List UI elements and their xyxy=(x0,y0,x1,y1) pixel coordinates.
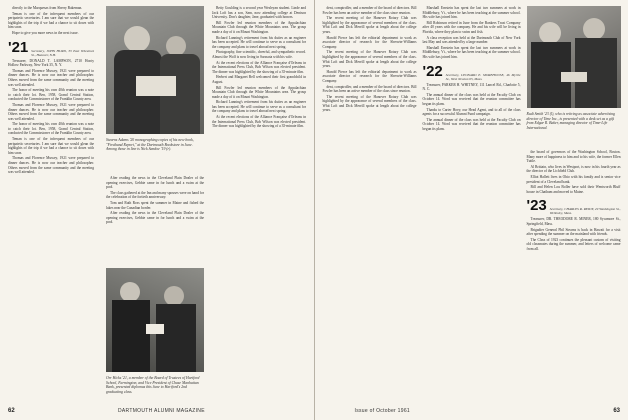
paragraph: Elliot Hallett lives in Ohio with his family and is senior vice president of a Cleveland bank. xyxy=(526,174,621,184)
class-year: '21 xyxy=(8,38,29,56)
paragraph: Treasurer, DONALD T. LAMPSON, 2710 Hooty Hollow Parkway, New York 35, N. Y. xyxy=(8,58,94,68)
paragraph: Thomas and Florence Mussey, 1921 were prepared to dinner dances. He is now our teacher and philosopher. Others moved from the same community and the meeting was well attended. xyxy=(8,156,94,175)
class-year: '22 xyxy=(422,62,443,80)
paragraph: Betty Goulding is a second year Wesleyan student. Linde and Jack Loft has a son, Sam, now attending college at Denison University. Don's daughter, Jane, graduated with honors. xyxy=(212,6,306,20)
paragraph: dent, comptroller, and a member of the board of directors. Bill Fowler has been an active member of the class since reunion. xyxy=(322,84,417,94)
paragraph: Photography, fine scientific, cheerful, and sympathetic record. Almost the Wolf is now living in Sarasota with his wife. xyxy=(212,50,306,59)
paragraph: Harold Pierce has left the editorial department to work as associate director of research for the Sherwin-Williams Company. xyxy=(322,69,417,83)
paragraph: Thomas and Florence Mussey, 1921 were prepared to dinner dances. He is now our teacher and philosopher. Others moved from the same community and the meeting was well attended. xyxy=(8,68,94,87)
paragraph: the board of governors of the Washington School, Boston. Many more of happiness to him and to his wife, the former Ellen Tuttle. xyxy=(526,150,621,164)
photo-caption: Rudi Smith '23 (l), who is retiring as associate advertising director of Time Inc., is presented with a desk set as a gift from Edgar R. Baker, managing director of Time-Life International. xyxy=(526,112,615,130)
page-number: 62 xyxy=(8,408,15,414)
paragraph: The honor of meeting his own 40th reunion was a note to catch their lot. Ben, 1958, Grand Central Station, conducted the Commissioner of the Franklin County area. xyxy=(8,122,94,136)
paragraph: The recent meeting of the Hanover Rotary Club was highlighted by the appearance of several members of the class. Whit Loft and Dick Merrill spoke at length about the college years. xyxy=(322,50,417,69)
right-column-1 xyxy=(323,6,417,114)
paragraph: Teman is one of the infrequent members of our peripatetic secretaries. I am sure that we would glean the highlights of the trip if we had a chance to sit down with him soon. xyxy=(8,137,94,155)
class-secretary: Secretary, LEONARD E. MOREHOUSE, 46 Myrtle St., West Newton 65, Mass. xyxy=(445,72,521,81)
paragraph: Hope to give you more news in the next issue. xyxy=(12,30,79,35)
paragraph: Herbert and Margaret Bell welcomed their first grandchild in August. xyxy=(212,75,306,84)
paragraph: At the recent elections of the Alliance Française d'Orleans in the International Press Club, Bob Wilson was elected president. The dinner was highlighted by the showing of a 35-minute film. xyxy=(212,115,306,129)
magazine-footer: DARTMOUTH ALUMNI MAGAZINE xyxy=(118,408,205,414)
paragraph: Teman is one of the infrequent members of our peripatetic secretaries. I am sure that we would glean the highlights of the trip if we had a chance to sit down with him soon. xyxy=(8,11,94,30)
paragraph: dent, comptroller, and a member of the board of directors. Bill Fowler has been an active member of the class since reunion. xyxy=(322,6,417,15)
paragraph: At the recent elections of the Alliance Française d'Orleans in the International Press Club, Bob Wilson was elected president. The dinner was highlighted by the showing of a 35-minute film. xyxy=(212,60,306,74)
paragraph: The recent meeting of the Hanover Rotary Club was highlighted by the appearance of several members of the class. Whit Loft and Dick Merrill spoke at length about the college years. xyxy=(322,16,417,34)
paragraph: Treasurer, PARKER H. WHITNEY, 111 Lancel Rd., Charlotte 5, N. C. xyxy=(422,82,521,92)
paragraph: Brigadier General Phil Stearns is back in Hawaii for a visit after spending the summer on the mainland with friends. xyxy=(526,227,621,237)
left-column-2 xyxy=(106,176,204,226)
paragraph: The recent meeting of the Hanover Rotary Club was highlighted by the appearance of several members of the class. Whit Loft and Dick Merrill spoke at length about the college years. xyxy=(322,94,417,113)
photo-caption: Stearns Adams '20 monographing copies of his new book, "Firsthand Report," at the Dartmouth Bookstore in June. Among those in line is Nick Sandoe '19 (r). xyxy=(106,138,194,152)
paragraph: The Class of 1923 continues the pleasant custom of visiting old classmates during the summer, and letters of welcome came from all. xyxy=(526,237,621,251)
photo-caption: Orr Hicks '21, a member of the Board of Trustees of Hartford School, Farmington, and Vice President of Chase Manhattan Bank, presented diplomas this June to Hartford's 2nd graduating class. xyxy=(106,376,200,394)
paragraph: Marshall Ernstein has spent the last two summers at work in Middlebury, Vt., where he has been teaching at the summer school. His wife has joined him. xyxy=(422,6,521,20)
paragraph: Harold Pierce has left the editorial department to work as associate director of research for the Sherwin-Williams Company. xyxy=(322,35,417,49)
class-secretary: Secretary, JOHN HURD, 33 East Wheelock St., Hanover, N.H. xyxy=(31,48,94,57)
paragraph: Bill Fowler led reunion members of the Appalachian Mountain Club through the White Mountains area. The group made a day of it on Mount Washington. xyxy=(212,20,306,34)
paragraph: Thomas and Florence Mussey, 1921 were prepared to dinner dances. He is now our teacher and philosopher. Others moved from the same community and the meeting was well attended. xyxy=(8,102,94,121)
diploma-photo xyxy=(106,268,204,372)
paragraph: A class reception was held at the Dartmouth Club of New York last May and was attended by a large number. xyxy=(422,35,521,45)
left-column-3 xyxy=(212,6,306,130)
paragraph: Thanks to Carter Hoey, our Head Agent, and to all of the class agents for a successful Alumni Fund campaign. xyxy=(422,107,521,117)
paragraph: After reading the news in the Cleveland Plain Dealer of the opening exercises, Gebbie came in for lunch and a swim at the pool. xyxy=(106,211,204,225)
paragraph: The class gathered at the Inn and many spouses were on hand for the celebration of the fortieth anniversary. xyxy=(106,190,204,200)
paragraph: Richard Lanning's retirement from his duties as an engineer has been accepted. He will continue to serve as a consultant for the company and plans to travel abroad next spring. xyxy=(212,35,306,49)
paragraph: After reading the news in the Cleveland Plain Dealer of the opening exercises, Gebbie came in for lunch and a swim at the pool. xyxy=(106,176,204,190)
class-heading-21 xyxy=(8,40,94,57)
paragraph: Marshall Ernstein has spent the last two summers at work in Middlebury, Vt., where he has been teaching at the summer school. His wife has joined him. xyxy=(422,45,521,59)
paragraph: Tom and Ruth Ross spent the summer in Maine and fished the lakes near the Canadian border. xyxy=(106,200,204,210)
issue-footer: Issue of October 1961 xyxy=(354,408,410,414)
bookstore-photo xyxy=(106,6,204,134)
left-column-1 xyxy=(8,6,94,176)
right-page xyxy=(315,0,628,420)
desk-set-photo xyxy=(527,6,621,108)
paragraph: The annual dinner of the class was held at the Faculty Club on October 14. Word was received that the reunion committee has begun its plans. xyxy=(422,92,521,106)
right-column-2 xyxy=(423,6,521,132)
page-number: 63 xyxy=(613,408,620,414)
class-year: '23 xyxy=(526,197,547,215)
right-column-3 xyxy=(527,150,621,253)
paragraph: Richard Lanning's retirement from his duties as an engineer has been accepted. He will continue to serve as a consultant for the company and plans to travel abroad next spring. xyxy=(212,100,306,114)
class-heading-22 xyxy=(423,64,521,81)
paragraph: Bill Fowler led reunion members of the Appalachian Mountain Club through the White Mountains area. The group made a day of it on Mount Washington. xyxy=(212,85,306,99)
class-heading-23 xyxy=(527,198,621,215)
paragraph: The annual dinner of the class was held at the Faculty Club on October 14. Word was received that the reunion committee has begun its plans. xyxy=(422,117,521,131)
paragraph: Bill Robinson retired in June from the Bankers Trust Company after 40 years with the company. He and his wife will be living in Florida, where they plan to swim and fish. xyxy=(422,20,521,34)
paragraph: Bill and Helen Lou Boller have sold their Wentworth Bluff house in Chatham and moved to Maine. xyxy=(526,185,621,194)
paragraph: Al Brittain, who lives in Westport, is now in his fourth year as the director of the Lichfield Club. xyxy=(526,164,621,174)
paragraph: The honor of meeting his own 40th reunion was a note to catch their lot. Ben, 1958, Grand Central Station, conducted the Commissioner of the Franklin County area. xyxy=(8,88,94,102)
paragraph: Treasurer, DR. THEODORE R. MINER, 180 Sycamore St., Springfield, Mass. xyxy=(526,217,621,226)
class-secretary: Secretary, CHARLES R. REIDY, 29 Washington St., Wellesley, Mass. xyxy=(549,207,621,216)
paragraph: directly to the Marquesas from Sherry Bakeman. xyxy=(12,6,83,10)
